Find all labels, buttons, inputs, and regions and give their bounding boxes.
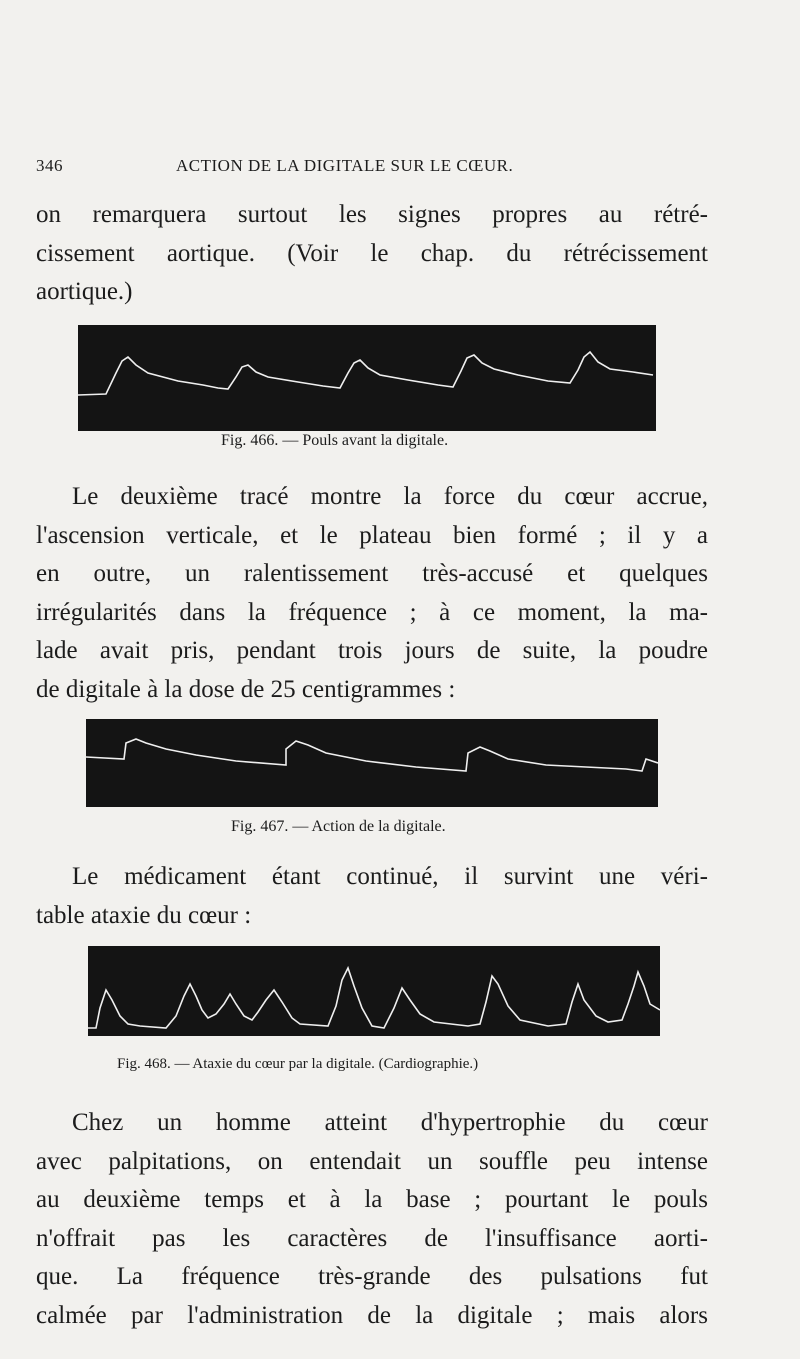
- running-title: ACTION DE LA DIGITALE SUR LE CŒUR.: [176, 156, 514, 175]
- paragraph-1: [36, 196, 708, 312]
- figure-467-caption: Fig. 467. — Action de la digitale.: [231, 818, 446, 835]
- text-line: table ataxie du cœur :: [36, 901, 252, 929]
- pulse-waveform: [88, 968, 660, 1028]
- text-line: Le deuxième tracé montre la force du cœur accrue,: [72, 483, 708, 510]
- paragraph-4: [36, 1104, 708, 1143]
- paragraph-2-body: [36, 517, 708, 710]
- figure-466-pulse-trace: [78, 325, 656, 431]
- text-line: de digitale à la dose de 25 centigrammes :: [36, 675, 456, 703]
- pulse-waveform: [86, 739, 658, 771]
- text-line: irrégularités dans la fréquence ; à ce moment, la ma-: [36, 598, 708, 626]
- paragraph-3: [36, 858, 708, 897]
- paragraph-4-body: [36, 1143, 708, 1336]
- page-header: [36, 156, 736, 186]
- text-line: on remarquera surtout les signes propres au rétré-: [36, 201, 708, 228]
- text-line: calmée par l'administration de la digitale ; mais alors: [36, 1301, 708, 1329]
- text-line: Le médicament étant continué, il survint une véri-: [72, 863, 708, 890]
- text-line: au deuxième temps et à la base ; pourtant le pouls: [36, 1186, 708, 1213]
- text-line: Chez un homme atteint d'hypertrophie du cœur: [72, 1109, 708, 1136]
- figure-468-caption: Fig. 468. — Ataxie du cœur par la digitale. (Cardiographie.): [117, 1056, 479, 1072]
- text-line: que. La fréquence très-grande des pulsations fut: [36, 1263, 708, 1290]
- text-line: aortique.): [36, 278, 133, 305]
- figure-468-pulse-trace: [88, 946, 660, 1036]
- page-number: 346: [36, 156, 63, 175]
- text-line: en outre, un ralentissement très-accusé et quelques: [36, 560, 708, 587]
- figure-467-pulse-trace: [86, 719, 658, 807]
- paragraph-3-body: [36, 897, 708, 936]
- pulse-waveform: [78, 352, 653, 395]
- paragraph-2: [36, 478, 708, 517]
- text-line: n'offrait pas les caractères de l'insuffisance aorti-: [36, 1224, 708, 1252]
- text-line: avec palpitations, on entendait un souffle peu intense: [36, 1147, 708, 1175]
- text-line: lade avait pris, pendant trois jours de suite, la poudre: [36, 637, 708, 664]
- figure-466-caption: Fig. 466. — Pouls avant la digitale.: [221, 432, 449, 449]
- text-line: cissement aortique. (Voir le chap. du rétrécissement: [36, 239, 708, 267]
- text-line: l'ascension verticale, et le plateau bien formé ; il y a: [36, 521, 708, 549]
